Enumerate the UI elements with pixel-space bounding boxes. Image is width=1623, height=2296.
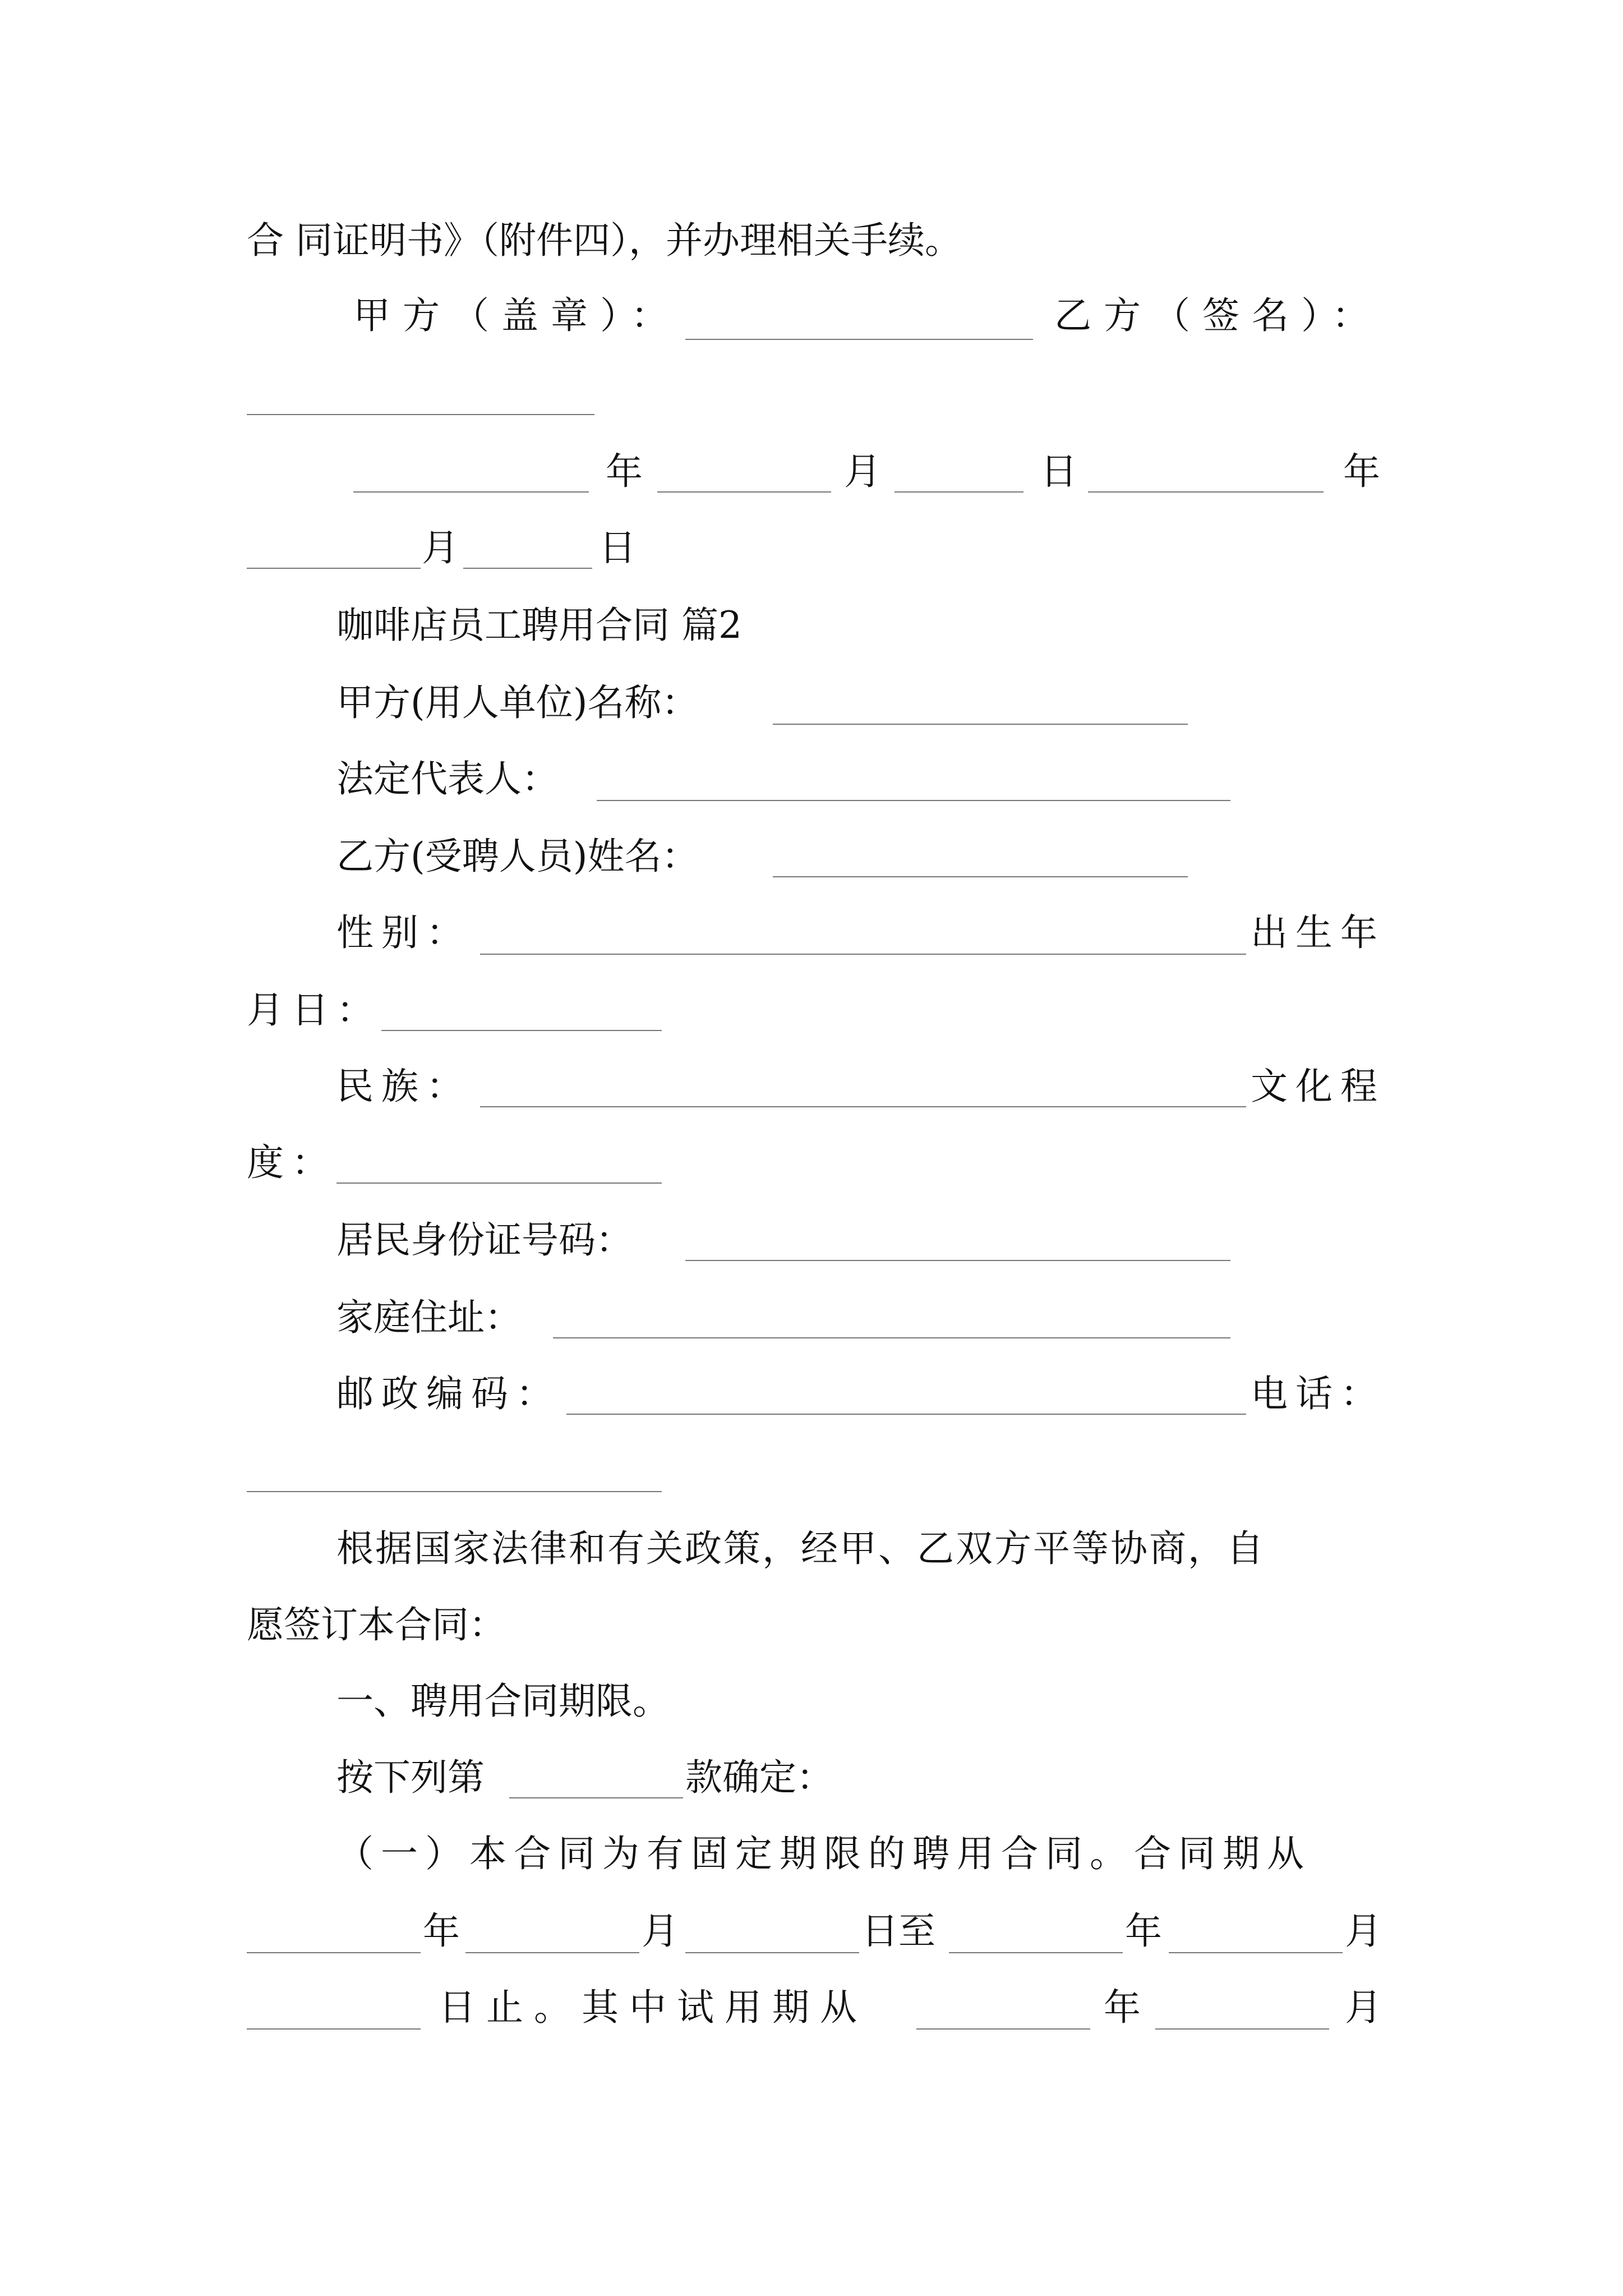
probation-start-month-blank[interactable] — [1155, 2028, 1329, 2030]
end-day-blank[interactable] — [247, 2028, 421, 2030]
employee-name-label: 乙方(受聘人员)姓名： — [336, 835, 699, 878]
ethnicity-label: 民族： — [336, 1065, 471, 1108]
party-a-seal-label: 甲方（盖章）： — [353, 294, 680, 337]
phone-label: 电话： — [1251, 1372, 1385, 1415]
ethnicity-blank[interactable] — [480, 1106, 1246, 1107]
birthdate-blank[interactable] — [381, 1030, 662, 1031]
year-label: 年 — [1104, 1986, 1141, 2029]
postcode-label: 邮政编码： — [336, 1372, 561, 1415]
date-day-blank[interactable] — [463, 568, 592, 569]
year-label: 年 — [1125, 1910, 1162, 1953]
month-label: 月 — [642, 1910, 679, 1953]
section-title: 咖啡店员工聘用合同 篇2 — [336, 604, 742, 647]
id-number-label: 居民身份证号码： — [336, 1218, 633, 1262]
legal-rep-label: 法定代表人： — [336, 757, 559, 800]
year-label: 年 — [1343, 450, 1380, 493]
paragraph-line: 愿签订本合同： — [247, 1603, 506, 1646]
month-label: 月 — [844, 450, 881, 493]
education-label: 文化程 — [1251, 1065, 1385, 1108]
day-to-label: 日至 — [861, 1910, 935, 1953]
text-line: 合 同证明书》（附件四），并办理相关手续。 — [247, 219, 962, 262]
postcode-blank[interactable] — [566, 1414, 1246, 1415]
party-a-seal-blank[interactable] — [685, 339, 1033, 340]
year-label: 年 — [423, 1910, 460, 1953]
education-blank[interactable] — [336, 1182, 662, 1184]
paragraph-line: 根据国家法律和有关政策，经甲、乙双方平等协商，自 — [336, 1527, 1265, 1570]
id-number-blank[interactable] — [685, 1260, 1230, 1261]
employer-name-label: 甲方(用人单位)名称： — [336, 681, 699, 724]
date-month-blank[interactable] — [247, 568, 421, 569]
party-b-sign-blank[interactable] — [247, 414, 594, 415]
probation-start-year-blank[interactable] — [916, 2028, 1090, 2030]
gender-blank[interactable] — [480, 954, 1246, 955]
party-b-sign-label: 乙方（签名）： — [1054, 294, 1381, 337]
education-label-cont: 度： — [247, 1141, 336, 1184]
month-label: 月 — [1345, 1910, 1382, 1953]
date-day-blank[interactable] — [895, 491, 1023, 493]
year-label: 年 — [606, 450, 643, 493]
address-label: 家庭住址： — [336, 1296, 522, 1339]
end-year-blank[interactable] — [949, 1952, 1123, 1953]
gender-label: 性别： — [336, 911, 471, 954]
employer-name-blank[interactable] — [773, 724, 1188, 725]
probation-text: 日止。其中试用期从 — [439, 1986, 868, 2029]
clause-select-label-cont: 款确定： — [685, 1756, 833, 1799]
start-day-blank[interactable] — [685, 1952, 859, 1953]
birthdate-label-cont: 月日： — [247, 988, 381, 1032]
address-blank[interactable] — [553, 1337, 1230, 1338]
birthdate-label: 出生年 — [1251, 911, 1385, 954]
clause-select-label: 按下列第 — [336, 1756, 485, 1799]
end-month-blank[interactable] — [1169, 1952, 1343, 1953]
clause-one-text: （一）本合同为有固定期限的聘用合同。合同期从 — [336, 1832, 1311, 1875]
legal-rep-blank[interactable] — [597, 800, 1230, 801]
date-year-blank[interactable] — [1088, 491, 1324, 493]
clause-heading: 一、聘用合同期限。 — [336, 1680, 670, 1723]
start-month-blank[interactable] — [465, 1952, 639, 1953]
day-label: 日 — [599, 526, 636, 569]
month-label: 月 — [422, 526, 459, 569]
employee-name-blank[interactable] — [773, 876, 1188, 877]
date-year-blank[interactable] — [353, 491, 589, 493]
day-label: 日 — [1040, 450, 1077, 493]
phone-blank[interactable] — [247, 1491, 662, 1492]
month-label: 月 — [1345, 1986, 1382, 2029]
clause-number-blank[interactable] — [509, 1797, 683, 1798]
start-year-blank[interactable] — [247, 1952, 421, 1953]
date-month-blank[interactable] — [657, 491, 831, 493]
